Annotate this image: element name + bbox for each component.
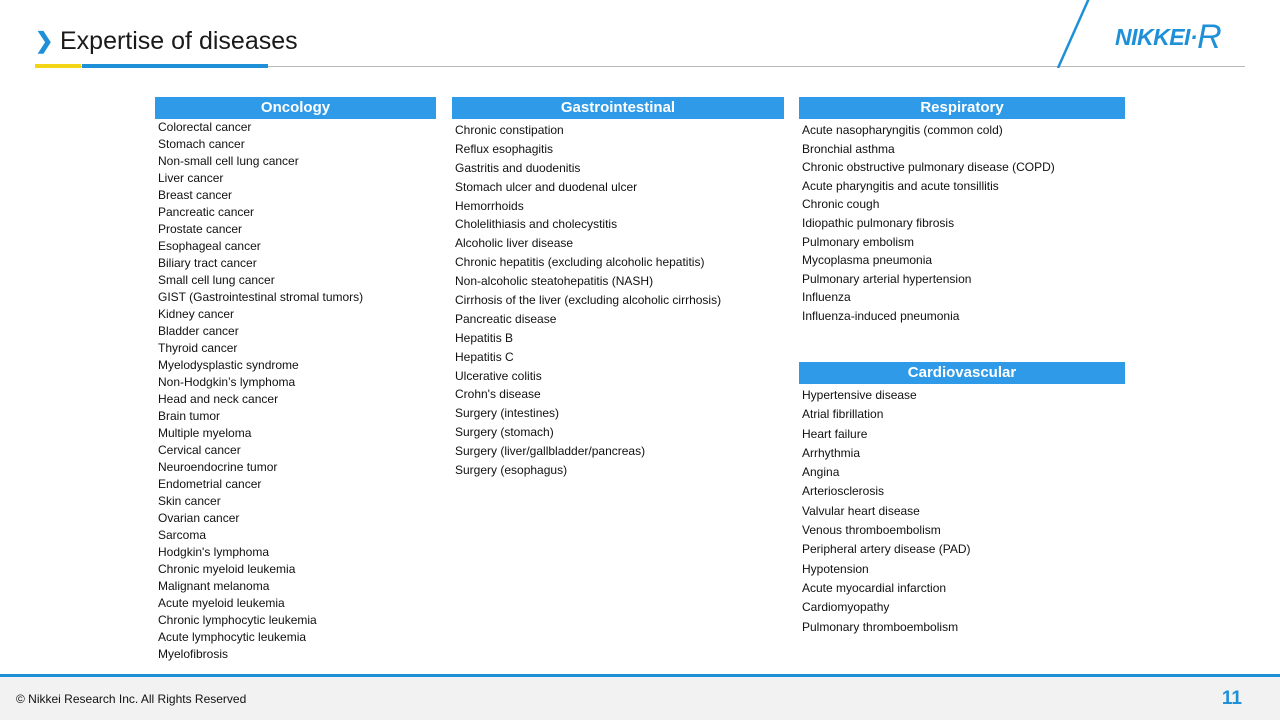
list-item: Chronic myeloid leukemia (158, 562, 296, 576)
gastrointestinal-header: Gastrointestinal (452, 97, 784, 119)
list-item: Reflux esophagitis (455, 141, 554, 156)
list-item: Hemorrhoids (455, 198, 524, 213)
list-item: Breast cancer (158, 188, 233, 202)
list-item: Chronic constipation (455, 123, 564, 137)
list-item: Mycoplasma pneumonia (802, 253, 933, 268)
list-item: Surgery (liver/gallbladder/pancreas) (455, 444, 646, 459)
list-item: Brain tumor (158, 409, 221, 423)
list-item: Acute myeloid leukemia (158, 596, 285, 610)
list-item: Hypertensive disease (802, 388, 917, 402)
list-item: Cirrhosis of the liver (excluding alcoholic cirrhosis) (455, 293, 722, 308)
cardiovascular-header: Cardiovascular (799, 362, 1125, 384)
list-item: Peripheral artery disease (PAD) (802, 542, 971, 557)
list-item: Bronchial asthma (802, 141, 895, 156)
list-item: Malignant melanoma (158, 579, 270, 593)
list-item: Myelofibrosis (158, 647, 229, 661)
list-item: Ulcerative colitis (455, 368, 542, 383)
oncology-header: Oncology (155, 97, 436, 119)
respiratory-list (799, 121, 1125, 326)
list-item: Chronic lymphocytic leukemia (158, 613, 317, 627)
list-item: Multiple myeloma (158, 426, 252, 440)
title-accent-yellow (35, 64, 81, 68)
list-item: Acute myocardial infarction (802, 580, 947, 595)
list-item: Bladder cancer (158, 324, 239, 338)
list-item: Biliary tract cancer (158, 256, 257, 270)
list-item: Idiopathic pulmonary fibrosis (802, 215, 955, 230)
list-item: Surgery (intestines) (455, 406, 560, 421)
list-item: GIST (Gastrointestinal stromal tumors) (158, 290, 364, 304)
list-item: Arteriosclerosis (802, 484, 885, 499)
list-item: Esophageal cancer (158, 239, 261, 253)
page-number: 11 (1221, 688, 1242, 709)
logo-wordmark: NIKKEI (1115, 24, 1190, 50)
list-item: Small cell lung cancer (158, 273, 275, 287)
list-item: Gastritis and duodenitis (455, 160, 581, 175)
copyright-text: © Nikkei Research Inc. All Rights Reserved (16, 692, 247, 706)
title-accent-blue (82, 64, 268, 68)
respiratory-column (799, 97, 1125, 326)
chevron-right-icon: ❯ (35, 28, 54, 53)
list-item: Liver cancer (158, 171, 224, 185)
gastrointestinal-list (452, 121, 784, 480)
list-item: Chronic hepatitis (excluding alcoholic hepatitis) (455, 255, 705, 270)
list-item: Cervical cancer (158, 443, 241, 457)
list-item: Chronic cough (802, 197, 880, 212)
logo-slash-icon (1040, 0, 1100, 68)
list-item: Non-small cell lung cancer (158, 154, 299, 168)
list-item: Influenza-induced pneumonia (802, 308, 960, 323)
list-item: Angina (802, 465, 840, 480)
cardiovascular-list (799, 386, 1125, 637)
oncology-list (155, 119, 436, 663)
list-item: Acute nasopharyngitis (common cold) (802, 123, 1003, 137)
logo-r-mark: R (1197, 18, 1222, 56)
list-item: Pulmonary thromboembolism (802, 619, 959, 634)
list-item: Neuroendocrine tumor (158, 460, 278, 474)
list-item: Arrhythmia (802, 445, 861, 460)
list-item: Hepatitis B (455, 330, 514, 345)
logo-dash: · (1189, 24, 1198, 50)
gastrointestinal-column (452, 97, 784, 480)
list-item: Acute pharyngitis and acute tonsillitis (802, 178, 999, 193)
list-item: Non-alcoholic steatohepatitis (NASH) (455, 274, 654, 289)
list-item: Head and neck cancer (158, 392, 279, 406)
list-item: Pulmonary arterial hypertension (802, 271, 972, 286)
list-item: Kidney cancer (158, 307, 235, 321)
list-item: Heart failure (802, 426, 868, 441)
page-title: Expertise of diseases (60, 27, 298, 55)
list-item: Pancreatic cancer (158, 205, 255, 219)
list-item: Pulmonary embolism (802, 234, 915, 249)
list-item: Acute lymphocytic leukemia (158, 630, 307, 644)
list-item: Surgery (stomach) (455, 425, 554, 440)
list-item: Hodgkin's lymphoma (158, 545, 270, 559)
list-item: Prostate cancer (158, 222, 243, 236)
list-item: Colorectal cancer (158, 120, 252, 134)
list-item: Hepatitis C (455, 349, 514, 364)
list-item: Surgery (esophagus) (455, 463, 568, 478)
list-item: Cardiomyopathy (802, 600, 890, 615)
list-item: Cholelithiasis and cholecystitis (455, 217, 618, 232)
respiratory-header: Respiratory (799, 97, 1125, 119)
oncology-column (155, 97, 436, 663)
list-item: Myelodysplastic syndrome (158, 358, 299, 372)
list-item: Non-Hodgkin’s lymphoma (158, 375, 296, 389)
list-item: Sarcoma (158, 528, 207, 542)
list-item: Stomach cancer (158, 137, 245, 151)
list-item: Atrial fibrillation (802, 407, 884, 422)
list-item: Skin cancer (158, 494, 221, 508)
cardiovascular-column (799, 362, 1125, 637)
list-item: Influenza (802, 290, 851, 305)
company-logo (1115, 17, 1222, 56)
list-item: Pancreatic disease (455, 311, 557, 326)
list-item: Chronic obstructive pulmonary disease (COPD) (802, 160, 1055, 175)
list-item: Venous thromboembolism (802, 523, 941, 538)
list-item: Ovarian cancer (158, 511, 240, 525)
list-item: Alcoholic liver disease (455, 236, 574, 251)
list-item: Hypotension (802, 561, 869, 576)
list-item: Stomach ulcer and duodenal ulcer (455, 179, 638, 194)
list-item: Endometrial cancer (158, 477, 262, 491)
list-item: Valvular heart disease (802, 503, 920, 518)
list-item: Crohn's disease (455, 387, 541, 402)
list-item: Thyroid cancer (158, 341, 238, 355)
